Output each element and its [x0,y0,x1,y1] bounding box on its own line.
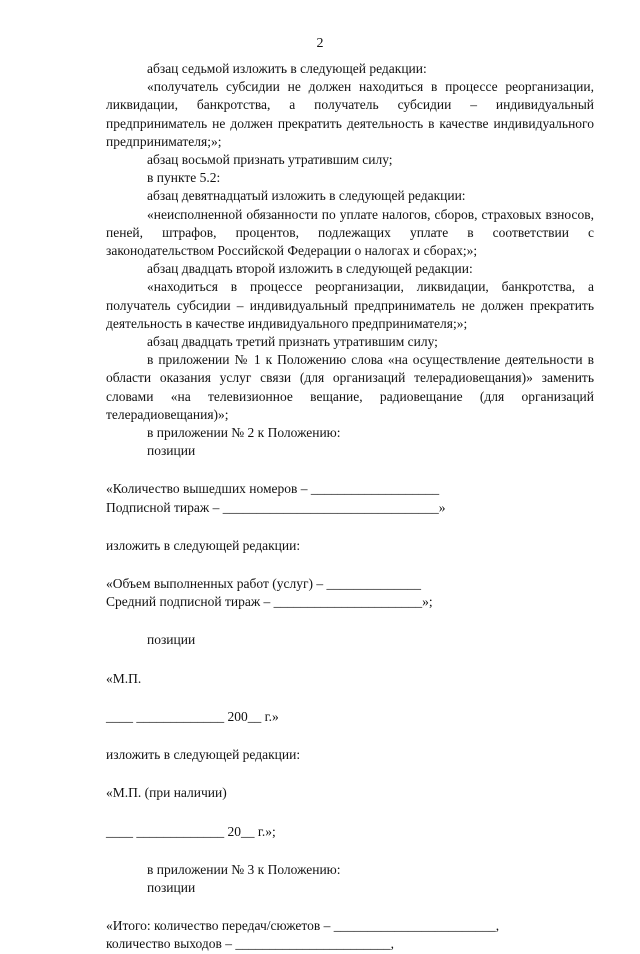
form-line: «Объем выполненных работ (услуг) – ______________ [106,576,421,592]
form-line: Средний подписной тираж – ______________________»; [106,594,433,610]
date-line: ____ _____________ 200__ г.» [106,708,279,724]
stamp-line: «М.П. [106,670,142,686]
paragraph: в приложении № 2 к Положению: [147,425,341,441]
instruction: изложить в следующей редакции: [106,537,301,553]
paragraph: в пункте 5.2: [147,170,221,186]
stamp-line: «М.П. (при наличии) [106,785,227,801]
paragraph: «неисполненной обязанности по уплате налогов, сборов, страховых взносов, пеней, штрафов, процентов, подлежащих уплате в соответствии с законодательством Российской Федерации о налогах и сборах;»; [106,206,594,259]
instruction: в приложении № 3 к Положению: [147,861,341,877]
paragraph: абзац двадцать третий признать утратившим силу; [147,334,438,350]
page-number: 2 [316,36,324,51]
paragraph: абзац седьмой изложить в следующей редакции: [147,61,427,76]
instruction: изложить в следующей редакции: [106,747,301,763]
paragraph: абзац двадцать второй изложить в следующей редакции: [147,261,473,277]
paragraph: абзац восьмой признать утратившим силу; [147,152,393,168]
paragraph: абзац девятнадцатый изложить в следующей редакции: [147,188,466,204]
instruction: позиции [147,632,196,648]
paragraph: позиции [147,443,196,459]
date-line: ____ _____________ 20__ г.»; [106,823,276,839]
document-body [106,60,594,954]
paragraph: в приложении № 1 к Положению слова «на осуществление деятельности в области оказания услуг связи (для организаций телерадиовещания)» заменить словами «на телевизионное вещание, радиовещание (для организаций телерадиовещания)»; [106,352,594,422]
instruction: позиции [147,879,196,895]
form-line: Подписной тираж – ________________________________» [106,499,446,515]
form-line: «Количество вышедших номеров – ___________________ [106,481,440,497]
paragraph: «находиться в процессе реорганизации, ликвидации, банкротства, а получатель субсидии – индивидуальный предприниматель не должен прекратить деятельность в качестве индивидуального предпринимателя;»; [106,279,594,331]
paragraph: «получатель субсидии не должен находиться в процессе реорганизации, ликвидации, банкротства, а получатель субсидии – индивидуальный предприниматель не должен прекратить деятельность в качестве индивидуального предпринимателя;»; [106,79,594,149]
form-line: «Итого: количество передач/сюжетов – ________________________, [106,918,500,934]
form-line: количество выходов – _______________________, [106,936,394,952]
